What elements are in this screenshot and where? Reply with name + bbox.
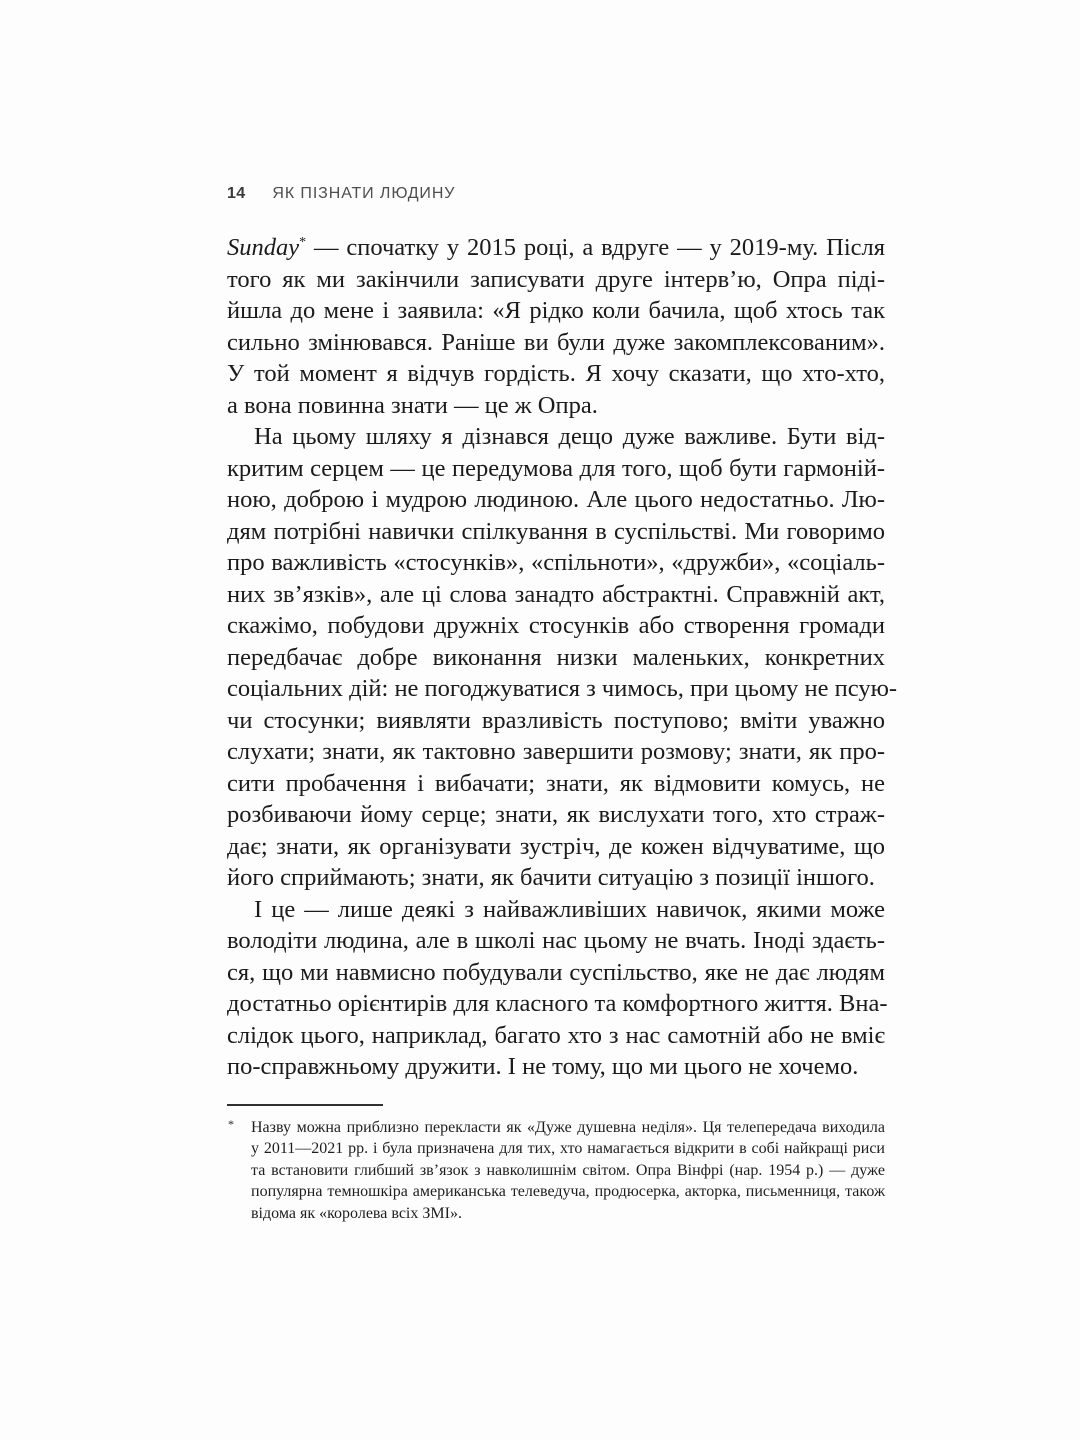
text-line: них зв’язків», але ці слова занадто абстрактні. Справжній акт, — [227, 580, 885, 608]
plain-text: — спочатку у 2015 році, а вдруге — у 2019-му. Після — [306, 234, 885, 261]
footnote-lines — [251, 1117, 885, 1225]
text-line: а вона повинна знати — це ж Опра. — [227, 391, 598, 419]
running-header — [227, 184, 885, 204]
footnote-marker: * — [228, 1116, 234, 1131]
text-line — [227, 232, 885, 264]
italic-text: Sunday — [227, 234, 300, 261]
text-line: чи стосунки; виявляти вразливість поступово; вміти уважно — [227, 706, 885, 734]
paragraph — [227, 232, 885, 421]
text-line: популярна темношкіра американська телеведуча, продюсерка, акторка, письменниця, також — [251, 1183, 885, 1200]
text-line: того як ми закінчили записувати друге інтерв’ю, Опра піді- — [227, 265, 885, 293]
running-title: ЯК ПІЗНАТИ ЛЮДИНУ — [272, 185, 456, 202]
text-line: володіти людина, але в школі нас цьому не вчать. Іноді здаєть- — [227, 927, 885, 954]
text-line: На цьому шляху я дізнався дещо дуже важливе. Бути від- — [254, 423, 885, 450]
footnote-separator — [227, 1104, 383, 1106]
text-line: сити пробачення і вибачати; знати, як відмовити комусь, не — [227, 769, 885, 797]
text-line: сильно змінювався. Раніше ви були дуже закомплексованим». — [227, 328, 885, 356]
text-line: відома як «королева всіх ЗМІ». — [251, 1204, 462, 1222]
text-line: слідок цього, наприклад, багато хто з нас самотній або не вміє — [227, 1021, 885, 1049]
page-number: 14 — [227, 185, 246, 202]
text-line: йшла до мене і заявила: «Я рідко коли бачила, щоб хтось так — [227, 297, 885, 324]
text-line: ною, доброю і мудрою людиною. Але цього недостатньо. Лю- — [227, 486, 885, 513]
text-line: та встановити глибший зв’язок з навколишнім світом. Опра Вінфрі (нар. 1954 р.) — дуже — [251, 1161, 885, 1179]
text-line: передбачає добре виконання низки маленьких, конкретних — [227, 643, 885, 671]
paragraph — [227, 421, 898, 894]
text-line: достатньо орієнтирів для класного та комфортного життя. Вна- — [227, 990, 888, 1017]
text-line: його сприймають; знати, як бачити ситуацію з позиції іншого. — [227, 864, 875, 891]
footnote — [227, 1117, 885, 1225]
text-line: дям потрібні навички спілкування в суспільстві. Ми говоримо — [227, 517, 885, 545]
text-line: критим серцем — це передумова для того, щоб бути гармоній- — [227, 454, 885, 482]
text-line: Назву можна приблизно перекласти як «Дуже душевна неділя». Ця телепередача виходила — [251, 1118, 885, 1136]
text-line: скажімо, побудови дружніх стосунків або створення громади — [227, 612, 885, 639]
text-line: у 2011—2021 рр. і була призначена для тих, хто намагається відкрити в собі найкращі риси — [251, 1140, 885, 1157]
text-line: слухати; знати, як тактовно завершити розмову; знати, як про- — [227, 738, 885, 765]
text-block — [227, 184, 898, 1224]
text-line: дає; знати, як організувати зустріч, де кожен відчуватиме, що — [227, 832, 885, 860]
text-line: по-справжньому дружити. І не тому, що ми цього не хочемо. — [227, 1053, 859, 1080]
body-text — [227, 232, 898, 1083]
text-line: про важливість «стосунків», «спільноти», «дружби», «соціаль- — [227, 549, 885, 576]
text-line: І це — лише деякі з найважливіших навичок, якими може — [254, 895, 885, 923]
text-line: розбиваючи йому серце; знати, як вислухати того, хто страж- — [227, 801, 885, 828]
text-line: У той момент я відчув гордість. Я хочу сказати, що хто-хто, — [227, 360, 885, 387]
text-line: ся, що ми навмисно побудували суспільство, яке не дає людям — [227, 958, 885, 986]
paragraph — [227, 894, 888, 1083]
footnote-reference: * — [299, 234, 307, 250]
text-line: соціальних дій: не погоджуватися з чимось, при цьому не псую- — [227, 675, 898, 702]
